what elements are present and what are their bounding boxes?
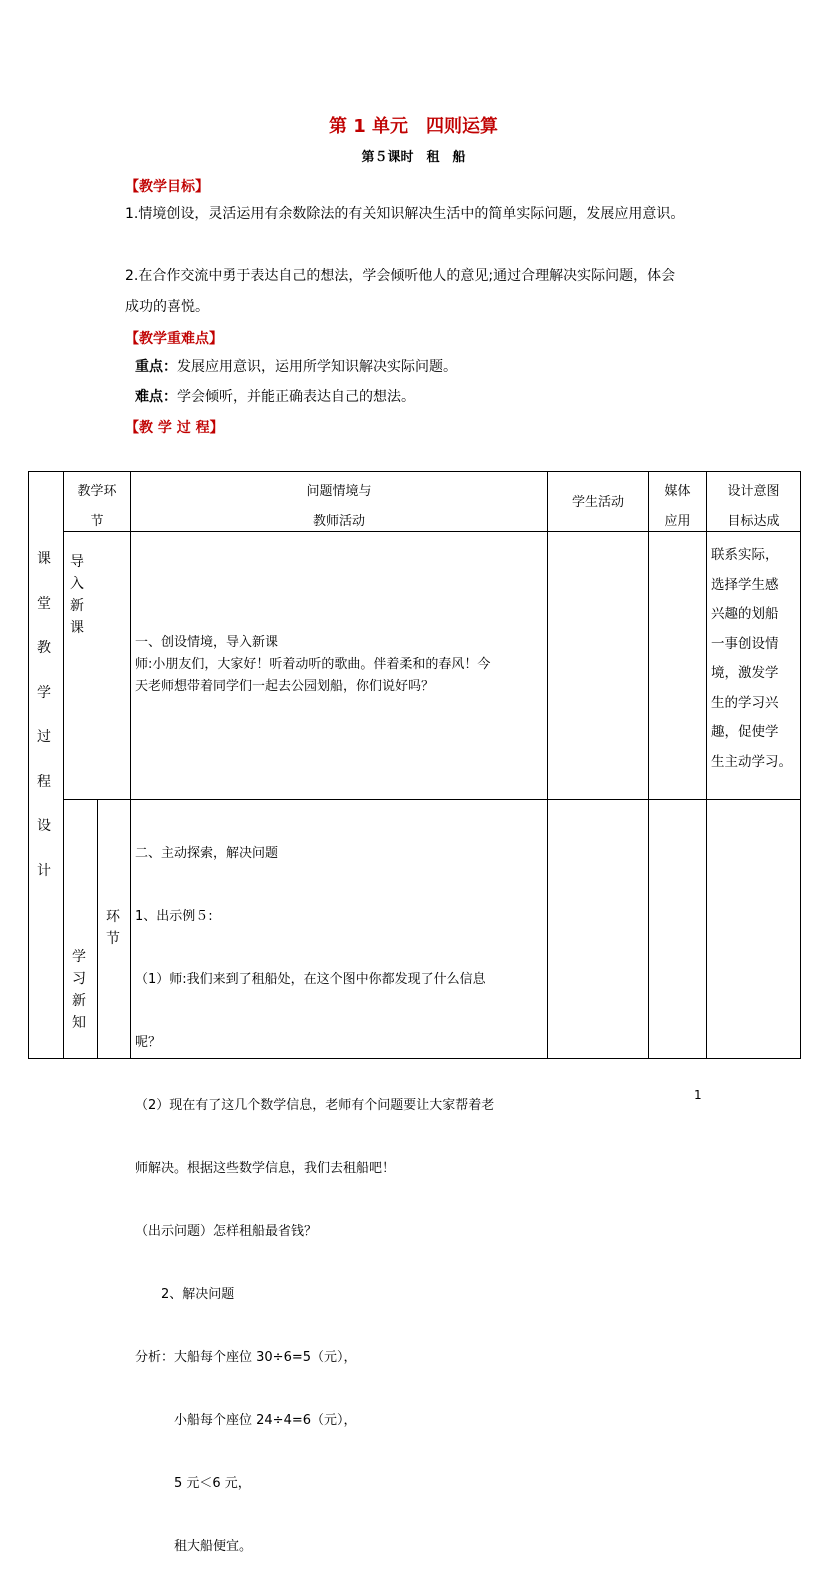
row2-stage-outer (72, 946, 86, 1034)
row2-stage-char: 知 (72, 1015, 86, 1031)
side-label (34, 537, 54, 893)
side-label-char: 设 (37, 818, 51, 834)
page-title: 第 1 单元 四则运算 (328, 116, 499, 137)
row2-stage-char: 学 (72, 949, 86, 965)
header-stage-line-2: 节 (90, 514, 104, 529)
row2-activity-line: 2、解决问题 (135, 1287, 235, 1302)
header-activity-line-1: 问题情境与 (306, 484, 372, 499)
header-student: 学生活动 (571, 495, 624, 510)
row1-activity (135, 632, 490, 698)
row2-activity-line: 1、出示例５: (135, 909, 213, 924)
header-design-line-2: 目标达成 (727, 514, 780, 529)
row1-activity-line: 天老师想带着同学们一起去公园划船，你们说好吗？ (135, 679, 435, 694)
goal-item-1: 1.情境创设，灵活运用有余数除法的有关知识解决生活中的简单实际问题，发展应用意识。 (125, 206, 685, 222)
row2-stage-inner-char: 节 (106, 931, 120, 947)
side-label-char: 过 (37, 729, 51, 745)
row1-activity-line: 一、创设情境，导入新课 (135, 635, 279, 650)
row1-activity-line: 师:小朋友们，大家好！听着动听的歌曲。伴着柔和的春风！今 (135, 657, 491, 672)
row1-design-line: 境，激发学 (711, 665, 779, 681)
row2-activity-line: （1）师:我们来到了租船处，在这个图中你都发现了什么信息 (135, 972, 486, 987)
row2-stage-char: 习 (72, 971, 86, 987)
key-points-heading: 【教学重难点】 (125, 331, 223, 347)
row1-stage-char: 入 (70, 576, 84, 592)
row1-design-line: 联系实际， (711, 547, 779, 563)
side-label-char: 堂 (37, 595, 51, 612)
header-design-line-1: 设计意图 (727, 484, 780, 499)
row1-design-line: 选择学生感 (711, 576, 779, 593)
row1-design-line: 一事创设情 (711, 635, 779, 652)
header-activity-line-2: 教师活动 (312, 514, 365, 529)
lesson-subtitle: 第５课时 租 船 (361, 150, 466, 165)
header-design (707, 477, 800, 537)
row2-activity-line: 呢？ (135, 1035, 162, 1050)
header-media-line-1: 媒体 (664, 484, 691, 499)
row1-design-line: 兴趣的划船 (711, 606, 779, 622)
difficulty-text: 学会倾听，并能正确表达自己的想法。 (177, 389, 415, 405)
page-number: 1 (694, 1088, 702, 1102)
row2-activity (135, 801, 494, 1578)
side-label-char: 学 (37, 684, 51, 701)
row1-stage-char: 课 (70, 620, 84, 636)
row1-design (711, 541, 792, 777)
row1-design-line: 趣，促使学 (711, 724, 779, 740)
row2-activity-line: 5 元＜6 元， (135, 1476, 251, 1491)
row1-design-line: 生的学习兴 (711, 694, 779, 711)
row2-stage-inner (106, 906, 120, 950)
row2-activity-line: （出示问题）怎样租船最省钱？ (135, 1224, 318, 1239)
row2-activity-line: 分析：大船每个座位 30÷6=5（元）， (135, 1350, 357, 1365)
goals-heading: 【教学目标】 (125, 179, 209, 195)
row2-activity-line: 师解决。根据这些数学信息，我们去租船吧！ (135, 1161, 396, 1176)
focus-label: 重点： (135, 359, 177, 375)
header-media (649, 477, 706, 537)
process-heading: 【教 学 过 程】 (125, 420, 224, 436)
row2-stage-char: 新 (72, 993, 86, 1009)
header-activity (131, 477, 547, 537)
row1-design-line: 生主动学习。 (711, 753, 792, 770)
row1-stage (70, 551, 84, 639)
goal-item-2-line-2: 成功的喜悦。 (125, 299, 209, 315)
header-stage (64, 477, 130, 537)
row2-stage-inner-char: 环 (106, 909, 120, 925)
row2-activity-line: （2）现在有了这几个数学信息，老师有个问题要让大家帮着老 (135, 1098, 495, 1113)
row1-stage-char: 新 (70, 598, 84, 614)
focus-text: 发展应用意识，运用所学知识解决实际问题。 (177, 359, 457, 375)
side-label-char: 课 (37, 551, 51, 567)
header-stage-line-1: 教学环 (77, 484, 117, 499)
row2-activity-line: 租大船便宜。 (135, 1539, 253, 1554)
row2-activity-line: 小船每个座位 24÷4=6（元）， (135, 1413, 357, 1428)
side-label-char: 教 (37, 640, 51, 656)
side-label-char: 计 (37, 862, 51, 879)
goal-item-2-line-1: 2.在合作交流中勇于表达自己的想法，学会倾听他人的意见;通过合理解决实际问题，体会 (125, 268, 676, 284)
side-label-char: 程 (37, 773, 51, 790)
header-media-line-2: 应用 (664, 514, 691, 529)
row1-stage-char: 导 (70, 554, 84, 570)
row2-activity-line: 二、主动探索，解决问题 (135, 846, 279, 861)
difficulty-label: 难点： (135, 389, 177, 405)
